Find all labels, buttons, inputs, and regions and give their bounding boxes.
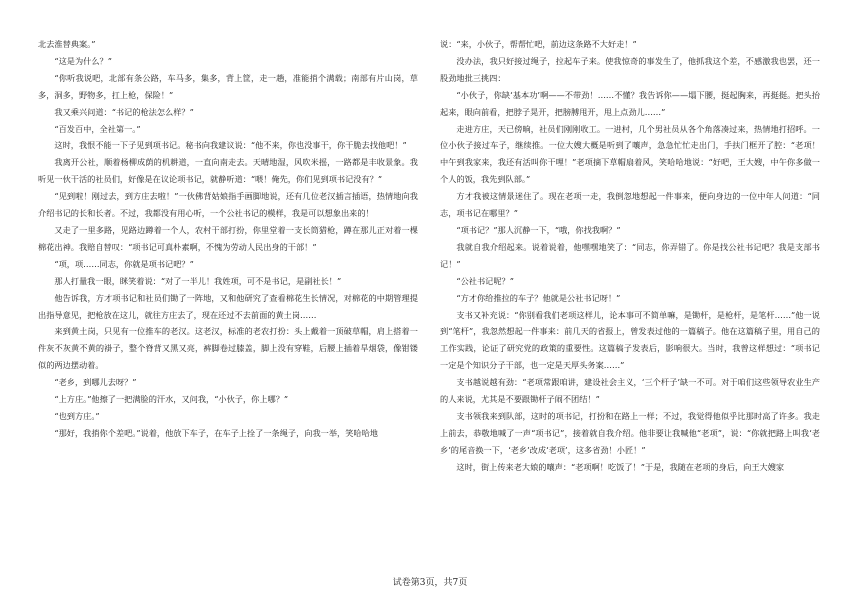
- paragraph: “项，项……同志，你就是项书记吧？”: [54, 258, 194, 269]
- paragraph: “那好，我捎你个差吧。”说着，他放下车子，在车子上拴了一条绳子，向我一举，笑哈哈地: [54, 427, 378, 438]
- paragraph: “也到方庄。”: [54, 410, 100, 421]
- paragraph: 我离开公社，顺着杨柳成荫的机耕道，一直向南走去。天晴地湿，风吹米摇，一路都是丰收景象。我听见一伙干活的社员们，好像是在议论项书记，就静听道：“喂！俺先，你们见到项书记没有？”: [38, 157, 418, 185]
- paragraph: 方才我被这情景迷住了。现在老项一走，我倒忽地想起一件事来，便向身边的一位中年人问道：“同志，项书记在哪里？”: [440, 191, 820, 219]
- paragraph: 说：“来，小伙子，帮帮忙吧，前边这条路不大好走！”: [440, 39, 637, 49]
- paragraph: 这时，街上传来老大娘的嚷声：“老项啊！吃饭了！”于是，我随在老项的身后，向王大嫂家: [456, 461, 785, 472]
- paragraph: 我就自我介绍起来。说着说着，他嘿嘿地笑了：“同志，你弄错了。你是找公社书记吧？我是支部书记！”: [440, 241, 820, 269]
- paragraph: “公社书记呢？”: [456, 275, 514, 286]
- page-footer: 试卷第3页，共7页: [392, 578, 468, 588]
- paragraph: 这时，我恨不能一下子见到项书记。秘书向我建议说：“他不来，你也没事干，你干脆去找他吧！”: [54, 140, 407, 151]
- paragraph: “上方庄。”他擦了一把满脸的汗水，又问我，“小伙子，你上哪？”: [54, 394, 289, 405]
- paragraph: 那人打量我一眼，眯笑着说：“对了一半儿！我姓项，可不是书记，是副社长！”: [54, 275, 342, 286]
- paragraph: “百发百中，全社第一。”: [54, 123, 141, 134]
- paragraph: 支书又补充说：“你别看我们老项这样儿，论本事可不简单嘛，是锄杆，是枪杆，是笔杆……”他一说到“笔杆”，我忽然想起一件事来：前几天的省报上，曾发表过他的一篇稿子。他在这篇稿子里，用自己的工作实践，论证了研究党的政策的重要性。这篇稿子发表后，影响很大。当时，我曾这样想过：“项书记一定是个知识分子干部，也一定是天厚头务案……”: [440, 309, 820, 371]
- left-text-column: [38, 36, 418, 442]
- paragraph: “你听我说吧，北部有条公路，车马多，集多，背上筐，走一趟，准能捎个满载；南部有片山岗，草多，洞多，野物多，扛上枪，保险！”: [38, 72, 418, 100]
- paragraph: “老乡，到哪儿去呀？”: [54, 377, 137, 388]
- paragraph: 来到黄土岗，只见有一位推车的老汉。这老汉，标准的老农打扮：头上戴着一顶破草帽，肩上搭着一件灰不灰黄不黄的褂子，整个脊背又黑又亮，裤脚卷过膝盖，脚上没有穿鞋，后腰上插着旱烟袋，像钳镂似的两边摆动着。: [38, 326, 418, 371]
- paragraph: 没办法，我只好接过绳子，拉起车子来。使我惊奇的事发生了，他抓我这个差，不感激我也罢，还一股劲地批三挑四：: [440, 55, 820, 83]
- paragraph: “小伙子，你缺‘基本功’啊——不带劲！……不懂？我告诉你——塌下腰，挺起胸来，再挺挺。把头抬起来，眼向前看，把脖子晃开，把膀膊甩开，甩上点劲儿……”: [440, 89, 820, 117]
- paragraph: 北去淮替典案。”: [38, 39, 96, 49]
- paragraph: 又走了一里多路，见路边蹲着一个人，农村干部打扮，你里堂着一支长筒猎枪，蹲在那儿正对着一棵棉花出神。我赔自替叹：“项书记可真朴素啊，不愧为劳动人民出身的干部！”: [38, 224, 418, 252]
- paragraph: “这是为什么？”: [54, 55, 112, 66]
- paragraph: 支书越说越有劲：“老项常跟咱讲，建设社会主义，‘三个杆子’缺一不可。对于咱们这些领导农业生产的人来说，尤其是不要跟锄杆子闹不团结！”: [440, 377, 820, 405]
- right-text-column: [440, 36, 820, 476]
- paragraph: 支书领我来到队部，这时的项书记，打扮和在路上一样；不过，我觉得他似乎比那时高了许多。我走上前去，恭敬地喊了一声“项书记”，接着就自我介绍。他非要让我喊他“老项”，说：“你就把路上叫我‘老乡’的尾音换一下，‘老乡’改成‘老项’，这多省劲！小匠！”: [440, 410, 820, 455]
- paragraph: 走进方庄，天已傍晌，社员们刚刚收工。一进村，几个男社员从各个角落凑过来，热情地打招呼。一位小伙子接过车子，继续推。一位大嫂大概是听到了嚷声，急急忙忙走出门，手扶门框开了腔：“老项！中午到我家来，我还有活叫你干哩！”老项摘下草帽扇着风，笑哈哈地说：“好吧，王大嫂，中午你多做一个人的饭，我先到队部。”: [440, 123, 820, 185]
- paragraph: 他告诉我，方才项书记和社员们锄了一阵地，又和他研究了查看棉花生长情况，对棉花的中期管理提出指导意见，把枪放在这儿，就往方庄去了，现在还过不去前面的黄土岗……: [38, 292, 418, 320]
- paragraph: “见到啦！刚过去，到方庄去啦！”一伙佛背姑娘指手画脚地说，还有几位老汉插言插语，热情地向我介绍书记的长和长者。不过，我都没有用心听，一个公社书记的模样，我是可以想象出来的！: [38, 191, 418, 219]
- paragraph: “项书记？”那人沉静一下，“哦，你找我啊？”: [456, 224, 621, 235]
- paragraph: 我又乘兴问道：“书记的枪法怎么样？”: [54, 106, 194, 117]
- paragraph: “方才你给推拉的车子？他就是公社书记呀！”: [456, 292, 621, 303]
